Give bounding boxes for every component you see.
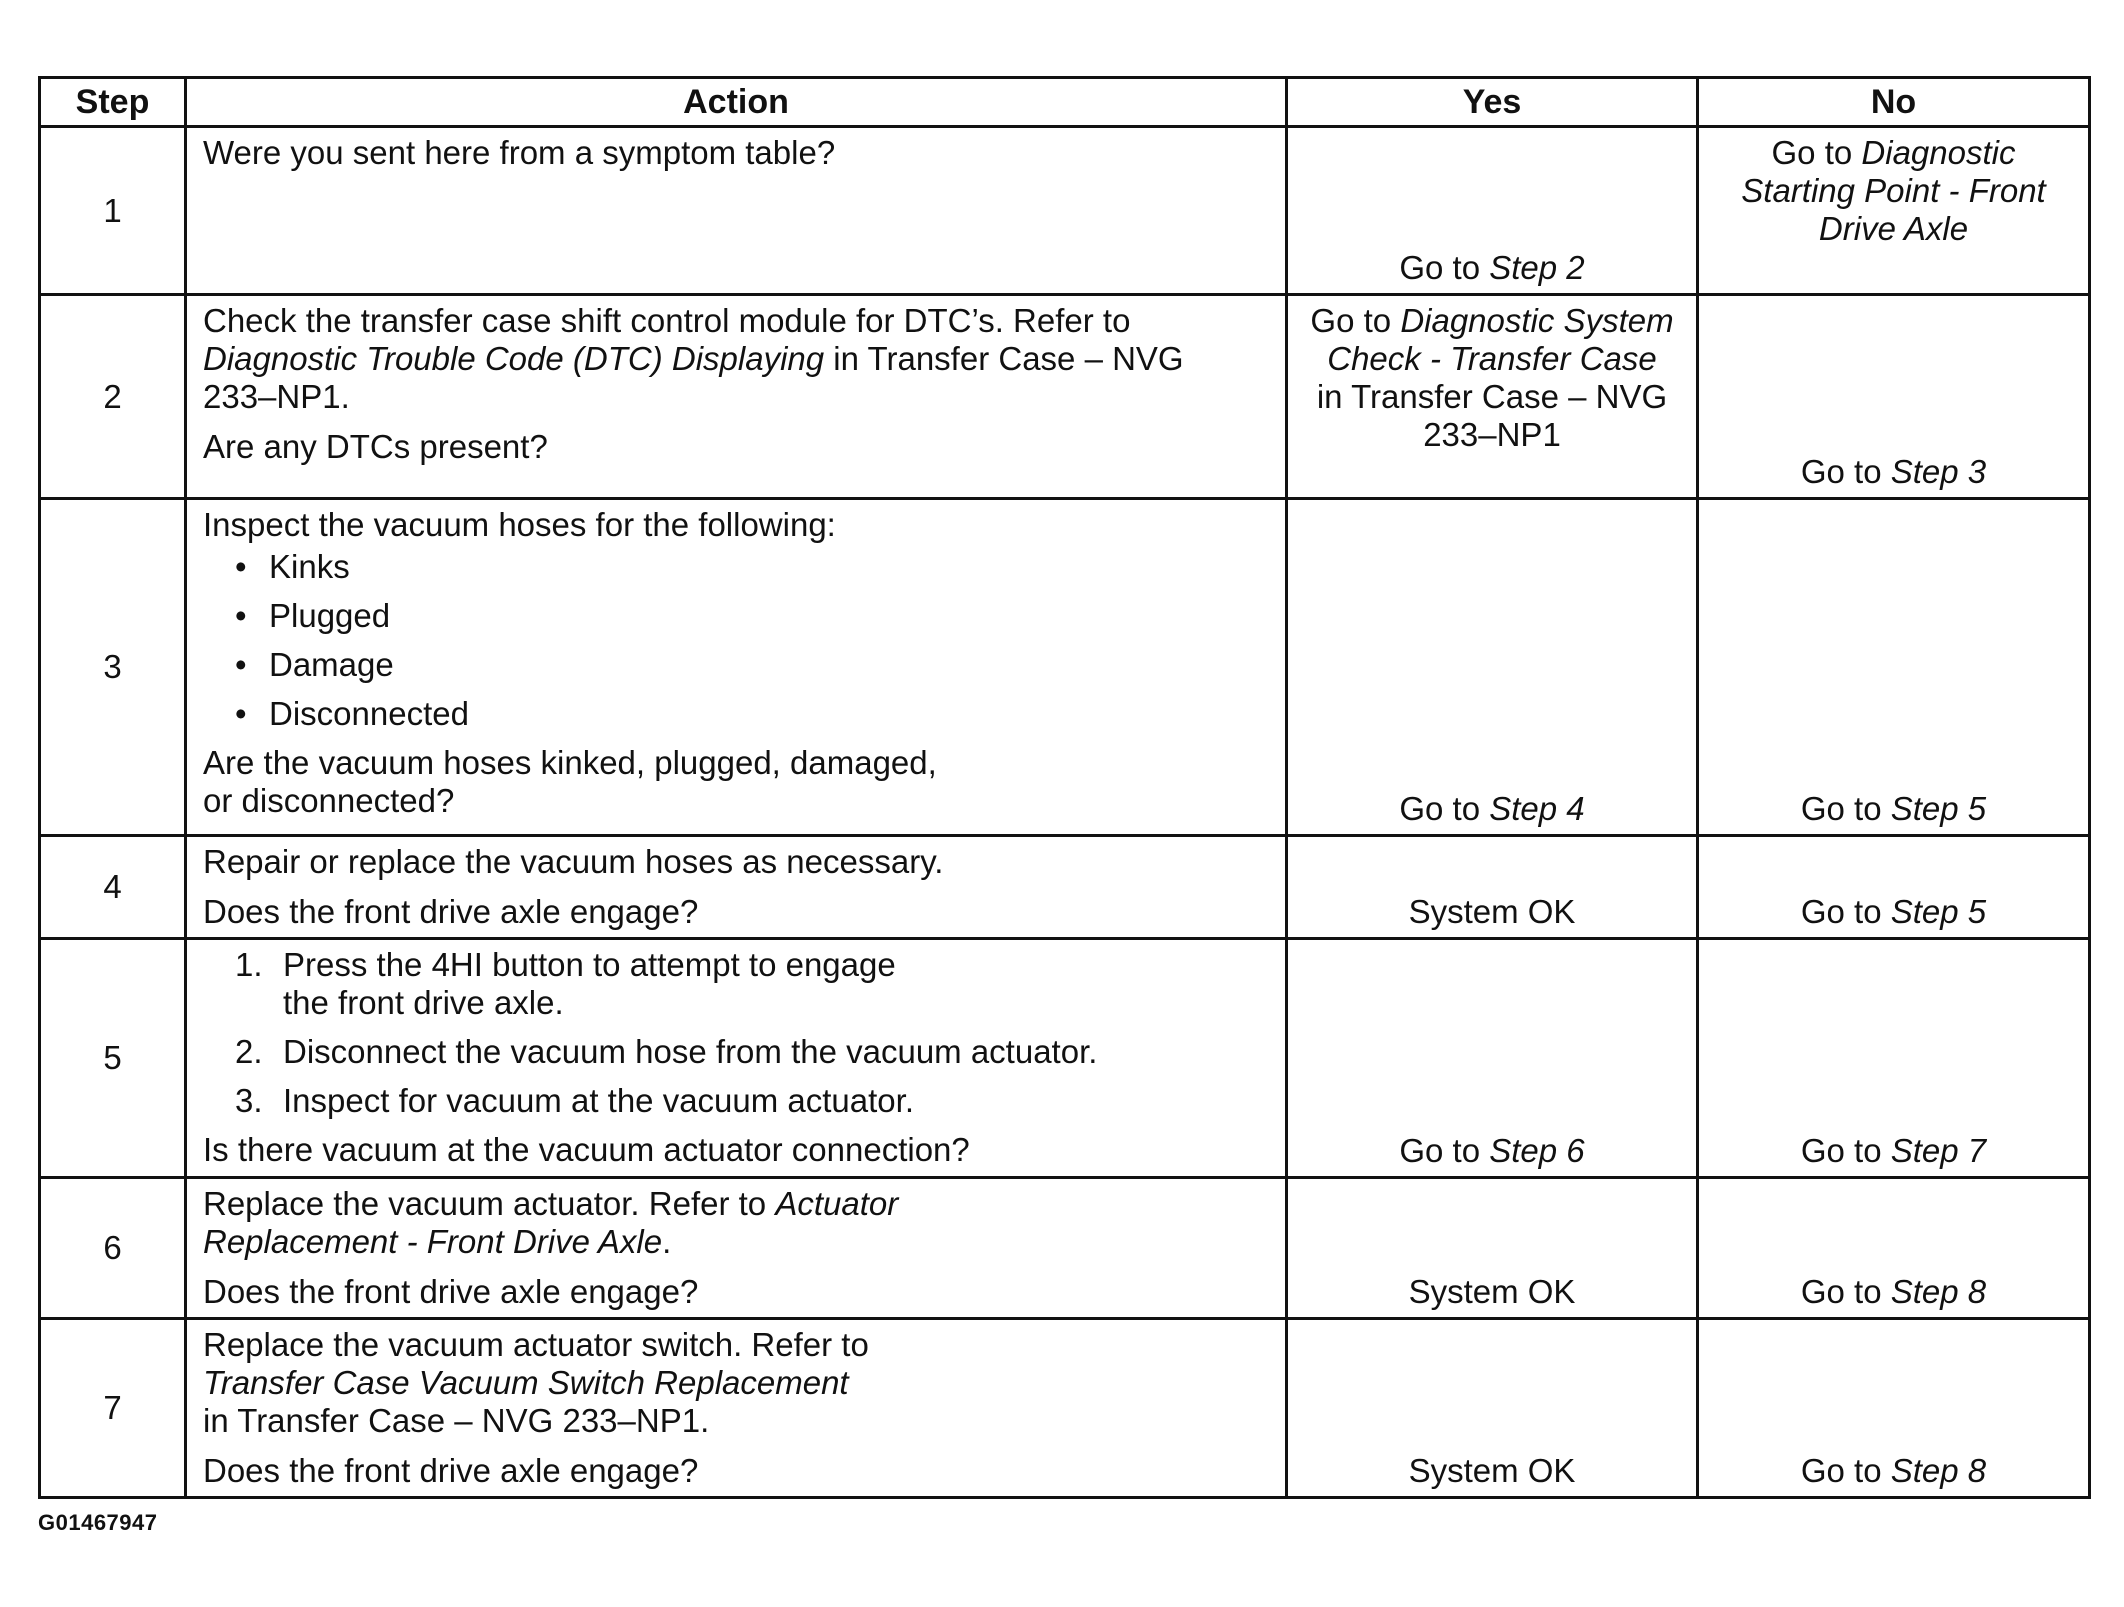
yes-cell: System OK — [1287, 1178, 1698, 1319]
yes-text: Go to — [1399, 790, 1490, 827]
no-text: Go to — [1800, 453, 1891, 490]
table-row — [40, 127, 2090, 295]
diagnostic-document — [38, 76, 2088, 1499]
bullet-list — [203, 548, 1269, 733]
list-item: • Kinks — [235, 548, 1269, 586]
yes-cell: System OK — [1287, 836, 1698, 939]
action-text: Inspect the vacuum hoses for the following: — [203, 506, 836, 543]
action-text-part: Replace the vacuum actuator switch. Refer to — [203, 1326, 869, 1363]
action-cell — [186, 1319, 1287, 1498]
action-text-part: Replace the vacuum actuator. Refer to — [203, 1185, 776, 1222]
no-link: Step 5 — [1890, 790, 1987, 827]
yes-text-suffix: in Transfer Case – NVG 233–NP1 — [1316, 378, 1668, 453]
no-cell — [1698, 1319, 2090, 1498]
action-reference: Transfer Case Vacuum Switch Replacement — [203, 1364, 849, 1401]
table-row — [40, 836, 2090, 939]
yes-cell — [1287, 939, 1698, 1178]
action-question: Does the front drive axle engage? — [203, 893, 699, 930]
header-step: Step — [40, 78, 186, 127]
figure-id: G01467947 — [38, 1510, 158, 1535]
no-cell — [1698, 1178, 2090, 1319]
list-item — [235, 1082, 1269, 1120]
action-question: Is there vacuum at the vacuum actuator connection? — [203, 1131, 970, 1168]
step-number: 4 — [40, 836, 186, 939]
table-row — [40, 295, 2090, 499]
no-cell — [1698, 295, 2090, 499]
yes-cell — [1287, 127, 1698, 295]
action-text — [203, 1185, 1269, 1261]
header-no: No — [1698, 78, 2090, 127]
no-link: Step 7 — [1890, 1132, 1987, 1169]
yes-link: Step 4 — [1489, 790, 1585, 827]
action-cell — [186, 127, 1287, 295]
yes-cell — [1287, 499, 1698, 836]
no-link: Diagnostic Starting Point - Front Drive Axle — [1741, 134, 2046, 247]
step-number: 3 — [40, 499, 186, 836]
no-text: Go to — [1800, 1273, 1891, 1310]
table-row — [40, 1178, 2090, 1319]
no-text: Go to — [1771, 134, 1862, 171]
action-question: Are any DTCs present? — [203, 428, 548, 465]
action-reference: Diagnostic Trouble Code (DTC) Displaying — [203, 340, 825, 377]
no-link: Step 8 — [1890, 1273, 1987, 1310]
list-item: • Damage — [235, 646, 1269, 684]
step-number: 6 — [40, 1178, 186, 1319]
yes-cell: System OK — [1287, 1319, 1698, 1498]
yes-text: Go to — [1399, 249, 1490, 286]
table-row — [40, 1319, 2090, 1498]
table-row — [40, 499, 2090, 836]
yes-link: Diagnostic System Check - Transfer Case — [1327, 302, 1674, 377]
no-cell — [1698, 939, 2090, 1178]
no-link: Step 8 — [1890, 1452, 1987, 1489]
yes-link: Step 2 — [1489, 249, 1585, 286]
no-text: Go to — [1800, 790, 1891, 827]
yes-link: Step 6 — [1489, 1132, 1585, 1169]
diagnostic-table — [38, 76, 2091, 1499]
yes-text: Go to — [1310, 302, 1401, 339]
action-reference: Actuator Replacement - Front Drive Axle — [203, 1185, 899, 1260]
header-row — [40, 78, 2090, 127]
action-cell — [186, 295, 1287, 499]
yes-cell — [1287, 295, 1698, 499]
list-text: Inspect for vacuum at the vacuum actuator. — [283, 1082, 914, 1119]
header-action: Action — [186, 78, 1287, 127]
list-item — [235, 946, 1269, 1022]
action-text-part: Check the transfer case shift control module for DTC’s. Refer to — [203, 302, 1131, 339]
step-number: 2 — [40, 295, 186, 499]
list-number: 3. — [235, 1082, 263, 1119]
no-text: Go to — [1800, 1452, 1891, 1489]
list-text: Press the 4HI button to attempt to engage the front drive axle. — [283, 946, 896, 1021]
action-cell — [186, 499, 1287, 836]
list-text: Disconnect the vacuum hose from the vacuum actuator. — [283, 1033, 1098, 1070]
no-text: Go to — [1800, 893, 1891, 930]
step-number: 7 — [40, 1319, 186, 1498]
action-text: Repair or replace the vacuum hoses as necessary. — [203, 843, 944, 880]
action-text — [203, 302, 1269, 416]
action-cell — [186, 939, 1287, 1178]
table-row — [40, 939, 2090, 1178]
step-number: 5 — [40, 939, 186, 1178]
no-link: Step 5 — [1890, 893, 1987, 930]
no-cell — [1698, 499, 2090, 836]
no-cell — [1698, 836, 2090, 939]
action-text-part: . — [662, 1223, 672, 1260]
action-text: Were you sent here from a symptom table? — [203, 134, 836, 171]
no-link: Step 3 — [1890, 453, 1987, 490]
no-cell — [1698, 127, 2090, 295]
list-item: • Disconnected — [235, 695, 1269, 733]
yes-text: Go to — [1399, 1132, 1490, 1169]
header-yes: Yes — [1287, 78, 1698, 127]
action-question: Does the front drive axle engage? — [203, 1273, 699, 1310]
list-item: • Plugged — [235, 597, 1269, 635]
list-number: 2. — [235, 1033, 263, 1070]
action-text-part: in Transfer Case – NVG 233–NP1. — [203, 340, 1184, 415]
action-question: Does the front drive axle engage? — [203, 1452, 699, 1489]
list-item — [235, 1033, 1269, 1071]
no-text: Go to — [1800, 1132, 1891, 1169]
action-cell — [186, 836, 1287, 939]
list-number: 1. — [235, 946, 263, 983]
numbered-list — [203, 946, 1269, 1120]
step-number: 1 — [40, 127, 186, 295]
action-text — [203, 1326, 1269, 1440]
action-text-part: in Transfer Case – NVG 233–NP1. — [203, 1402, 710, 1439]
action-question: Are the vacuum hoses kinked, plugged, damaged, or disconnected? — [203, 744, 937, 819]
action-cell — [186, 1178, 1287, 1319]
